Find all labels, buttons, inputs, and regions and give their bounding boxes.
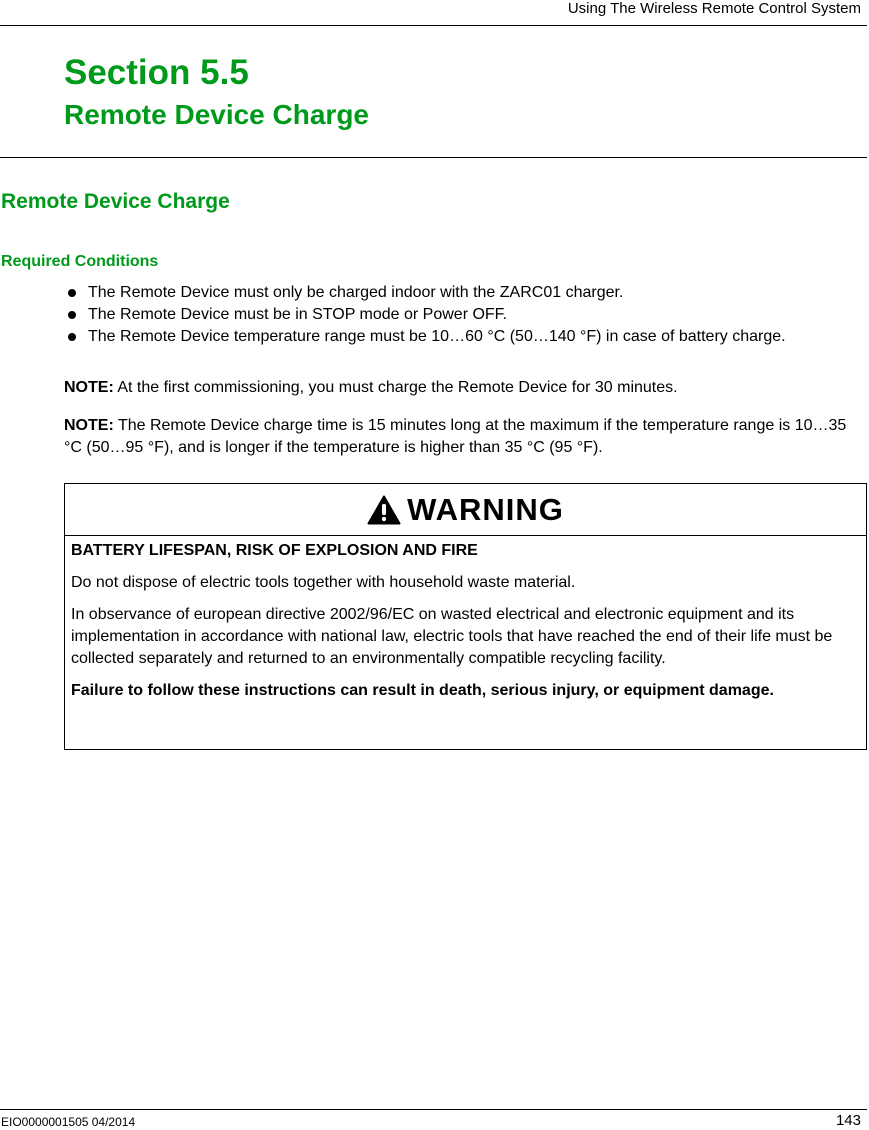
warning-box xyxy=(64,483,867,750)
bullet-icon xyxy=(68,311,76,319)
list-item-text: The Remote Device must only be charged indoor with the ZARC01 charger. xyxy=(88,284,624,301)
warning-triangle-icon xyxy=(367,495,401,525)
warning-paragraph: In observance of european directive 2002/96/EC on wasted electrical and electronic equipment and its implementation in accordance with national law, electric tools that have reached the end of their life must be collected separately and returned to an environmentally compatible recycling facility. xyxy=(71,606,833,667)
note-text: At the first commissioning, you must charge the Remote Device for 30 minutes. xyxy=(113,379,678,396)
consequence-statement: Failure to follow these instructions can result in death, serious injury, or equipment damage. xyxy=(71,682,774,699)
section-divider xyxy=(0,157,867,158)
list-item xyxy=(64,304,854,326)
note-label: NOTE: xyxy=(64,379,114,396)
running-header: Using The Wireless Remote Control System xyxy=(567,0,861,17)
list-item xyxy=(64,326,854,348)
bullet-icon xyxy=(68,289,76,297)
note-label: NOTE: xyxy=(64,417,114,434)
section-number: Section 5.5 xyxy=(64,53,249,92)
list-item-text: The Remote Device must be in STOP mode or Power OFF. xyxy=(88,306,508,323)
list-item xyxy=(64,282,854,304)
topic-heading: Remote Device Charge xyxy=(1,190,230,213)
section-title: Remote Device Charge xyxy=(64,99,370,130)
list-item-text: The Remote Device temperature range must be 10…60 °C (50…140 °F) in case of battery charge. xyxy=(88,328,786,345)
note-charge-time xyxy=(64,415,854,459)
document-reference: EIO0000001505 04/2014 xyxy=(1,1115,136,1129)
conditions-list xyxy=(64,282,854,348)
warning-header xyxy=(65,484,866,536)
note-first-commissioning xyxy=(64,377,854,399)
warning-body xyxy=(65,536,866,702)
footer-divider xyxy=(0,1109,867,1110)
header-divider xyxy=(0,25,867,26)
bullet-icon xyxy=(68,333,76,341)
page-number: 143 xyxy=(835,1112,861,1129)
required-conditions-heading: Required Conditions xyxy=(1,253,159,270)
warning-title: WARNING xyxy=(407,491,564,527)
note-text: The Remote Device charge time is 15 minutes long at the maximum if the temperature range is 10…35 °C (50…95 °F), and is longer if the temperature is higher than 35 °C (95 °F). xyxy=(64,417,847,456)
warning-paragraph: Do not dispose of electric tools together with household waste material. xyxy=(71,574,576,591)
hazard-statement: BATTERY LIFESPAN, RISK OF EXPLOSION AND FIRE xyxy=(71,542,478,559)
